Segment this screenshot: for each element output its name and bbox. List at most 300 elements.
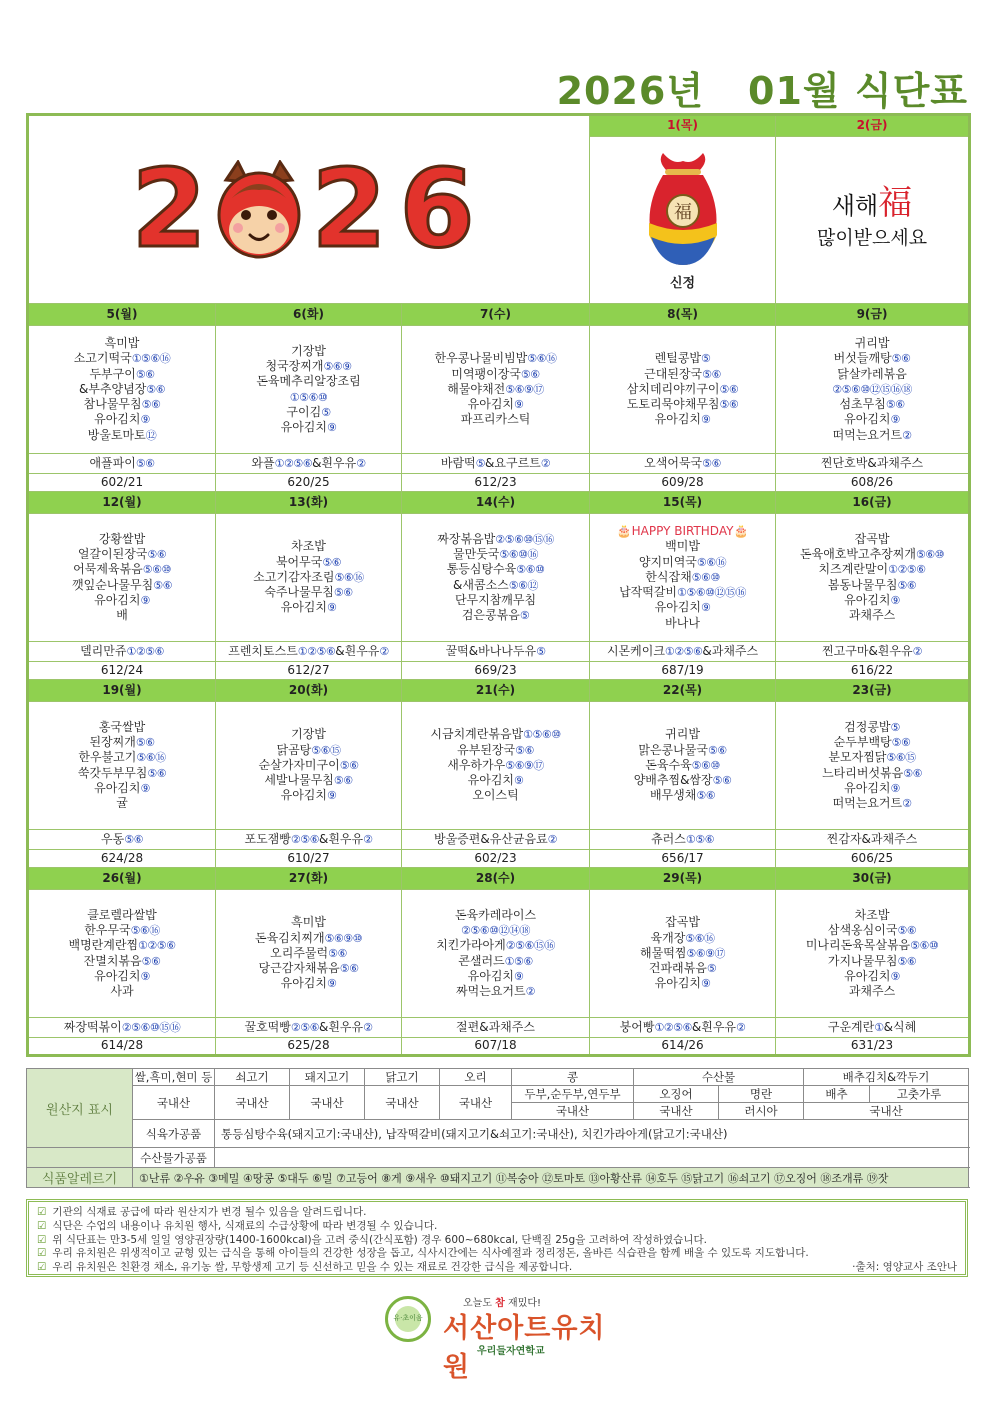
snack-name: 짜장떡볶이 bbox=[63, 1019, 122, 1034]
week-header-row bbox=[28, 492, 970, 514]
note-item bbox=[37, 1220, 957, 1234]
snack-name: 우동 bbox=[101, 831, 125, 846]
dish-name: 유아김치 bbox=[280, 600, 327, 615]
kindergarten-name: 서산아트유치원 bbox=[443, 1313, 606, 1383]
dish-name: 귀리밥 bbox=[665, 727, 700, 742]
dish-name: 깻잎순나물무침 bbox=[72, 577, 154, 592]
allergen-numbers: ①②⑤⑥ bbox=[664, 644, 703, 658]
dish-name: 짜먹는요거트 bbox=[456, 983, 526, 998]
dish-name: 납작떡갈비 bbox=[619, 585, 678, 600]
slogan: 오늘도 참 재밌다! bbox=[463, 1298, 542, 1309]
snack-cell bbox=[402, 454, 590, 474]
day-header: 9(금) bbox=[776, 304, 970, 326]
dish-name: 흑미밥 bbox=[291, 915, 326, 930]
seafood-text bbox=[215, 1148, 969, 1168]
allergen-numbers: ⑤⑥⑩ bbox=[910, 939, 939, 953]
menu-line bbox=[29, 984, 215, 999]
menu-line bbox=[776, 735, 968, 750]
origin-value: 국내산 bbox=[215, 1086, 290, 1120]
snack-row bbox=[28, 830, 970, 850]
lucky-pouch-icon bbox=[643, 145, 723, 273]
new-year-greeting-cell bbox=[776, 137, 970, 304]
allergen-numbers: ②⑤⑥⑮⑯ bbox=[505, 939, 555, 953]
dish-name: 유아김치 bbox=[844, 780, 891, 795]
allergen-numbers: ⑤⑥⑯ bbox=[130, 924, 160, 938]
dish-name: 한우콩나물비빔밥 bbox=[434, 351, 528, 366]
dish-name: 유아김치 bbox=[467, 773, 515, 788]
dish-name: 소고기떡국 bbox=[73, 351, 132, 366]
allergen-numbers: ⑨ bbox=[140, 593, 150, 607]
allergy-text: ①난류 ②우유 ③메밀 ④땅콩 ⑤대두 ⑥밀 ⑦고등어 ⑧게 ⑨새우 ⑩돼지고기 ⑪복숭아 ⑫토마토 ⑬아황산류 ⑭호두 ⑮닭고기 ⑯쇠고기 ⑰오징어 ⑱조개류 ⑲잣 bbox=[133, 1168, 969, 1188]
origin-header: 콩 bbox=[512, 1069, 634, 1086]
dish-name: 유아김치 bbox=[280, 788, 327, 803]
kindergarten-logo bbox=[385, 1290, 615, 1383]
allergen-numbers: ⑨ bbox=[890, 593, 900, 607]
snack-name: 꿀떡&바나나두유 bbox=[445, 643, 537, 658]
menu-line bbox=[402, 608, 589, 623]
allergen-numbers: ②⑤⑥ bbox=[290, 832, 319, 846]
dish-name: 어묵제육볶음 bbox=[73, 562, 143, 577]
menu-line bbox=[402, 923, 589, 938]
allergen-numbers: ①②⑤⑥ bbox=[654, 1020, 692, 1034]
dish-name: 유아김치 bbox=[844, 592, 891, 607]
dish-name: 물만둣국 bbox=[453, 547, 500, 562]
day-header: 1(목) bbox=[590, 115, 776, 137]
menu-cell bbox=[28, 514, 216, 642]
menu-cell bbox=[216, 890, 402, 1018]
allergen-numbers: ⑤⑥⑩ bbox=[915, 548, 945, 562]
dish-name: 유아김치 bbox=[467, 968, 515, 983]
dish-name: 돈육수육 bbox=[645, 757, 692, 772]
menu-line bbox=[402, 532, 589, 547]
menu-line bbox=[29, 397, 215, 412]
dish-name: 유아김치 bbox=[94, 968, 141, 983]
menu-line bbox=[29, 367, 215, 382]
menu-line bbox=[402, 412, 589, 427]
origin-value: 국내산 bbox=[804, 1103, 969, 1120]
allergen-numbers: ② bbox=[547, 832, 558, 846]
title-month: 01월 식단표 bbox=[748, 69, 968, 113]
snack-name: 포도잼빵 bbox=[244, 831, 291, 846]
dish-name: 두부구이 bbox=[89, 366, 136, 381]
allergen-numbers: ⑨ bbox=[327, 789, 337, 803]
dish-name: 귤 bbox=[116, 795, 128, 810]
calorie-protein: 606/25 bbox=[776, 850, 970, 868]
menu-line bbox=[216, 788, 401, 803]
allergen-numbers: ⑤ bbox=[706, 962, 717, 976]
origin-value: 러시아 bbox=[719, 1103, 804, 1120]
dish-name: 떠먹는요거트 bbox=[832, 427, 903, 442]
dish-name: 오이스틱 bbox=[472, 788, 519, 803]
snack-cell bbox=[216, 830, 402, 850]
origin-title: 원산지 표시 bbox=[27, 1069, 133, 1148]
allergen-numbers: ⑤⑥⑯ bbox=[696, 555, 727, 569]
menu-cell bbox=[28, 890, 216, 1018]
menu-row bbox=[28, 890, 970, 1018]
allergen-numbers: ⑤⑥⑩⑯ bbox=[499, 548, 538, 562]
dish-name: 배무생채 bbox=[649, 788, 697, 803]
day-header: 26(월) bbox=[28, 868, 216, 890]
allergen-numbers: ①⑤⑥⑩ bbox=[523, 728, 561, 742]
allergen-numbers: ⑤⑥ bbox=[135, 456, 155, 470]
menu-line bbox=[590, 570, 775, 585]
dish-name: 유아김치 bbox=[654, 600, 702, 615]
allergen-numbers: ⑤⑥ bbox=[897, 924, 917, 938]
menu-line bbox=[216, 555, 401, 570]
allergen-numbers: ① bbox=[874, 1020, 884, 1034]
allergen-numbers: ⑨ bbox=[701, 413, 711, 427]
processed-label: 식육가공품 bbox=[133, 1120, 215, 1148]
allergen-numbers: ⑨ bbox=[514, 774, 524, 788]
note-item bbox=[37, 1206, 957, 1220]
menu-line bbox=[776, 532, 968, 547]
menu-line bbox=[776, 562, 968, 577]
menu-line bbox=[776, 954, 968, 969]
calorie-protein: 607/18 bbox=[402, 1038, 590, 1056]
dish-name: 당근감자채볶음 bbox=[258, 961, 340, 976]
dish-name: 파프리카스틱 bbox=[460, 412, 531, 427]
snack-cell bbox=[590, 642, 776, 662]
snack-name: &흰우유 bbox=[318, 831, 364, 846]
menu-line bbox=[216, 600, 401, 615]
note-item bbox=[37, 1247, 957, 1261]
dish-name: 과채주스 bbox=[848, 607, 896, 622]
calorie-protein: 602/21 bbox=[28, 474, 216, 492]
snack-name: 방울증편&유산균음료 bbox=[433, 831, 548, 846]
menu-line bbox=[590, 351, 775, 366]
dish-name: &부추양념장 bbox=[78, 381, 147, 396]
page-title bbox=[548, 60, 968, 115]
dish-name: 짜장볶음밥 bbox=[437, 531, 496, 546]
day-header: 12(월) bbox=[28, 492, 216, 514]
origin-sub: 고춧가루 bbox=[870, 1086, 969, 1103]
menu-line bbox=[590, 915, 775, 930]
menu-line bbox=[216, 344, 401, 359]
origin-header: 오리 bbox=[440, 1069, 512, 1086]
day-header: 30(금) bbox=[776, 868, 970, 890]
menu-line bbox=[776, 984, 968, 999]
dish-name: 해물야채전 bbox=[447, 381, 506, 396]
horse-head-icon bbox=[214, 160, 304, 260]
menu-line bbox=[29, 781, 215, 796]
allergy-label: 식품알레르기 bbox=[27, 1168, 133, 1188]
menu-line bbox=[29, 562, 215, 577]
allergen-numbers: ⑤⑥⑨⑩ bbox=[324, 931, 362, 945]
allergen-numbers: ⑤⑥ bbox=[141, 398, 161, 412]
day-header: 14(수) bbox=[402, 492, 590, 514]
dish-name: 느타리버섯볶음 bbox=[822, 765, 904, 780]
menu-cell bbox=[402, 514, 590, 642]
menu-line bbox=[29, 608, 215, 623]
menu-line bbox=[402, 758, 589, 773]
snack-cell bbox=[28, 642, 216, 662]
allergen-numbers: ⑤⑥ bbox=[124, 832, 143, 846]
menu-cell bbox=[402, 890, 590, 1018]
allergen-numbers: ⑤⑥ bbox=[891, 352, 911, 366]
note-text: 우리 유치원은 위생적이고 균형 있는 급식을 통해 아이들의 건강한 성장을 돕고, 식사시간에는 식사예절과 정리정돈, 올바른 식습관을 함께 배울 수 있도록 지도합니다. bbox=[52, 1247, 809, 1260]
menu-line bbox=[776, 367, 968, 382]
menu-line bbox=[29, 578, 215, 593]
menu-line bbox=[402, 351, 589, 366]
origin-value: 국내산 bbox=[634, 1103, 719, 1120]
menu-line bbox=[776, 608, 968, 623]
allergen-numbers: ⑤⑥ bbox=[147, 548, 167, 562]
notes-source: ·출처: 영양교사 조안나 bbox=[852, 1261, 957, 1274]
dish-name: 건파래볶음 bbox=[648, 961, 707, 976]
processed-text: 통등심탕수육(돼지고기:국내산), 납작떡갈비(돼지고기&쇠고기:국내산), 치킨가라아게(닭고기:국내산) bbox=[215, 1120, 969, 1148]
allergen-numbers: ② bbox=[379, 644, 389, 658]
menu-line bbox=[29, 532, 215, 547]
calorie-protein: 612/23 bbox=[402, 474, 590, 492]
menu-line bbox=[776, 908, 968, 923]
origin-sub: 오징어 bbox=[634, 1086, 719, 1103]
allergen-numbers: ⑨ bbox=[701, 977, 711, 991]
menu-line bbox=[402, 908, 589, 923]
dish-name: 차조밥 bbox=[854, 907, 890, 922]
digit-2-right: 2 bbox=[311, 146, 387, 272]
allergen-numbers: ⑤⑥ bbox=[702, 367, 721, 381]
menu-cell bbox=[402, 326, 590, 454]
menu-line bbox=[216, 359, 401, 374]
dish-name: 치즈계란말이 bbox=[818, 562, 889, 577]
menu-line bbox=[216, 570, 401, 585]
menu-line bbox=[776, 382, 968, 397]
greeting-fu: 福 bbox=[878, 182, 913, 223]
menu-line bbox=[776, 578, 968, 593]
badge-text: 유·초이음 bbox=[393, 1314, 423, 1322]
dish-name: 해물떡찜 bbox=[640, 945, 687, 960]
menu-line bbox=[590, 397, 775, 412]
snack-name: 구운계란 bbox=[827, 1019, 875, 1034]
day-header: 27(화) bbox=[216, 868, 402, 890]
allergen-numbers: ⑤⑥ bbox=[135, 736, 155, 750]
menu-line bbox=[776, 351, 968, 366]
menu-line bbox=[216, 915, 401, 930]
snack-cell bbox=[402, 642, 590, 662]
note-text: 위 식단표는 만3-5세 일일 영양권장량(1400-1600kcal)을 고려 중식(간식포함) 경우 600~680kcal, 단백질 25g을 고려하여 작성하였습니다. bbox=[52, 1233, 707, 1246]
dish-name: 렌틸콩밥 bbox=[654, 351, 702, 366]
origin-sub: 두부,순두부,연두부 bbox=[512, 1086, 634, 1103]
dish-name: &새콤소스 bbox=[453, 577, 509, 592]
digit-6: 6 bbox=[399, 146, 475, 272]
week-header-row bbox=[28, 304, 970, 326]
menu-line bbox=[29, 547, 215, 562]
snack-name: 꿀호떡빵 bbox=[244, 1019, 291, 1034]
calorie-protein: 656/17 bbox=[590, 850, 776, 868]
allergen-numbers: ①⑤⑥ bbox=[504, 954, 533, 968]
lucky-pouch bbox=[643, 145, 723, 295]
origin-table bbox=[26, 1068, 969, 1188]
dish-name: 돈육카레라이스 bbox=[454, 907, 537, 922]
snack-name: 츄러스 bbox=[651, 831, 686, 846]
menu-line bbox=[776, 397, 968, 412]
origin-value: 국내산 bbox=[365, 1086, 440, 1120]
dish-name: 백미밥 bbox=[665, 539, 700, 554]
menu-line bbox=[29, 720, 215, 735]
allergen-numbers: ②⑤⑥⑩⑮⑯ bbox=[495, 532, 554, 546]
badge-icon bbox=[385, 1296, 431, 1342]
menu-line bbox=[590, 931, 775, 946]
allergen-numbers: ⑨ bbox=[890, 781, 900, 795]
snack-name: &흰우유 bbox=[335, 643, 380, 658]
allergen-numbers: ⑤⑥⑮ bbox=[311, 743, 341, 757]
calorie-protein: 608/26 bbox=[776, 474, 970, 492]
origin-header: 쌀,흑미,현미 등 bbox=[133, 1069, 215, 1086]
menu-line bbox=[776, 938, 968, 953]
snack-name: 델리만쥬 bbox=[80, 643, 127, 658]
allergen-numbers: ⑤⑥⑩ bbox=[691, 758, 720, 772]
menu-cell bbox=[28, 326, 216, 454]
dish-name: 바나나 bbox=[665, 615, 700, 630]
dish-name: 유아김치 bbox=[654, 976, 702, 991]
day-header: 20(화) bbox=[216, 680, 402, 702]
note-item bbox=[37, 1234, 957, 1248]
dish-name: 된장찌개 bbox=[89, 735, 136, 750]
snack-name: 와플 bbox=[251, 455, 275, 470]
allergen-numbers: ② bbox=[525, 984, 535, 998]
dish-name: 양배추찜&쌈장 bbox=[633, 773, 713, 788]
menu-line bbox=[590, 367, 775, 382]
menu-cell bbox=[776, 890, 970, 1018]
menu-cell bbox=[216, 702, 402, 830]
dish-name: 쑥갓두부무침 bbox=[77, 765, 148, 780]
title-year: 2026년 bbox=[556, 69, 705, 113]
day-header: 7(수) bbox=[402, 304, 590, 326]
allergy-row bbox=[27, 1168, 969, 1188]
dish-name: 유아김치 bbox=[94, 412, 141, 427]
menu-row bbox=[28, 514, 970, 642]
year-banner bbox=[28, 115, 590, 304]
menu-line bbox=[216, 585, 401, 600]
checkbox-icon: ☑ bbox=[37, 1261, 47, 1274]
snack-name: 찐고구마&흰우유 bbox=[822, 643, 913, 658]
dish-name: 유아김치 bbox=[844, 412, 891, 427]
birthday-text: HAPPY BIRTHDAY bbox=[631, 524, 734, 539]
birthday-banner bbox=[590, 524, 775, 539]
allergen-numbers: ②⑤⑥⑩⑮⑯ bbox=[121, 1020, 181, 1034]
snack-name: &요구르트 bbox=[485, 455, 541, 470]
dish-name: 검정콩밥 bbox=[844, 719, 891, 734]
week-0-header bbox=[28, 115, 970, 137]
calorie-row bbox=[28, 1038, 970, 1056]
dish-name: 잡곡밥 bbox=[665, 915, 700, 930]
snack-name: &흰우유 bbox=[318, 1019, 364, 1034]
snack-name: 프렌치토스트 bbox=[228, 643, 298, 658]
menu-cell bbox=[776, 326, 970, 454]
calorie-protein: 614/28 bbox=[28, 1038, 216, 1056]
dish-name: 참나물무침 bbox=[83, 397, 142, 412]
snack-cell bbox=[776, 642, 970, 662]
allergen-numbers: ⑤⑥ bbox=[696, 789, 716, 803]
checkbox-icon: ☑ bbox=[37, 1247, 47, 1260]
allergen-numbers: ⑤⑥ bbox=[719, 398, 739, 412]
allergen-numbers: ⑨ bbox=[514, 969, 524, 983]
cake-icon: 🎂 bbox=[616, 524, 632, 539]
menu-row bbox=[28, 702, 970, 830]
dish-name: 세발나물무침 bbox=[264, 773, 334, 788]
menu-cell bbox=[590, 514, 776, 642]
dish-name: 분모자찜닭 bbox=[828, 750, 887, 765]
day-header: 6(화) bbox=[216, 304, 402, 326]
day-header: 13(화) bbox=[216, 492, 402, 514]
menu-line bbox=[216, 773, 401, 788]
allergen-numbers: ⑤⑥ bbox=[707, 743, 727, 757]
dish-name: 클로렐라쌀밥 bbox=[87, 907, 157, 922]
menu-cell bbox=[776, 702, 970, 830]
calorie-row bbox=[28, 662, 970, 680]
snack-name: 붕어빵 bbox=[619, 1019, 655, 1034]
checkbox-icon: ☑ bbox=[37, 1233, 47, 1246]
snack-name: 절편&과채주스 bbox=[456, 1019, 535, 1034]
allergen-numbers: ⑫ bbox=[145, 428, 157, 442]
menu-line bbox=[590, 555, 775, 570]
menu-line bbox=[590, 743, 775, 758]
allergen-numbers: ⑤⑥ bbox=[153, 578, 172, 592]
menu-cell bbox=[402, 702, 590, 830]
snack-name: 찐단호박&과채주스 bbox=[820, 455, 924, 470]
pouch-char: 福 bbox=[673, 202, 692, 223]
allergen-numbers: ⑤⑥ bbox=[903, 766, 922, 780]
allergen-numbers: ⑤⑥ bbox=[719, 382, 739, 396]
origin-side-blank bbox=[27, 1148, 133, 1168]
allergen-numbers: ⑤⑥ bbox=[520, 367, 540, 381]
dish-name: 방울토마토 bbox=[87, 427, 146, 442]
allergen-numbers: ⑤⑥⑨⑰ bbox=[505, 382, 544, 396]
menu-line bbox=[402, 984, 589, 999]
allergen-numbers: ①⑤⑥⑯ bbox=[131, 352, 171, 366]
dish-name: 치킨가라아게 bbox=[436, 938, 506, 953]
allergen-numbers: ⑨ bbox=[890, 413, 900, 427]
menu-cell bbox=[776, 514, 970, 642]
origin-value-row bbox=[27, 1086, 969, 1103]
calorie-protein: 614/26 bbox=[590, 1038, 776, 1056]
menu-line bbox=[216, 743, 401, 758]
origin-processed-row bbox=[27, 1120, 969, 1148]
menu-line bbox=[776, 547, 968, 562]
menu-line bbox=[29, 938, 215, 953]
digit-2-left: 2 bbox=[131, 146, 207, 272]
dish-name: 콘샐러드 bbox=[458, 953, 505, 968]
dish-name: 백명란계란찜 bbox=[68, 938, 139, 953]
snack-name: 찐감자&과채주스 bbox=[826, 831, 918, 846]
dish-name: 청국장찌개 bbox=[265, 359, 324, 374]
menu-line bbox=[402, 773, 589, 788]
menu-line bbox=[402, 938, 589, 953]
dish-name: 닭곰탕 bbox=[276, 742, 312, 757]
dish-name: 유아김치 bbox=[654, 412, 702, 427]
calorie-protein: 612/27 bbox=[216, 662, 402, 680]
menu-line bbox=[29, 796, 215, 811]
allergen-numbers: ⑨ bbox=[140, 969, 150, 983]
allergen-numbers: ⑤⑥ bbox=[141, 954, 161, 968]
logo-2026 bbox=[129, 146, 489, 272]
origin-header: 돼지고기 bbox=[290, 1069, 365, 1086]
allergen-numbers: ⑤⑥ bbox=[515, 743, 534, 757]
dish-name: 도토리묵야채무침 bbox=[626, 397, 720, 412]
dish-name: 숙주나물무침 bbox=[264, 585, 334, 600]
snack-cell bbox=[590, 454, 776, 474]
calorie-row bbox=[28, 850, 970, 868]
seafood-label: 수산물가공품 bbox=[133, 1148, 215, 1168]
dish-name: 기장밥 bbox=[291, 343, 326, 358]
allergen-numbers: ⑨ bbox=[140, 781, 150, 795]
allergen-numbers: ②⑤⑥⑩⑫⑮⑯⑱ bbox=[832, 382, 912, 396]
calorie-protein: 631/23 bbox=[776, 1038, 970, 1056]
calorie-protein: 687/19 bbox=[590, 662, 776, 680]
snack-cell bbox=[776, 830, 970, 850]
menu-line bbox=[216, 946, 401, 961]
snack-name: 애플파이 bbox=[89, 455, 136, 470]
